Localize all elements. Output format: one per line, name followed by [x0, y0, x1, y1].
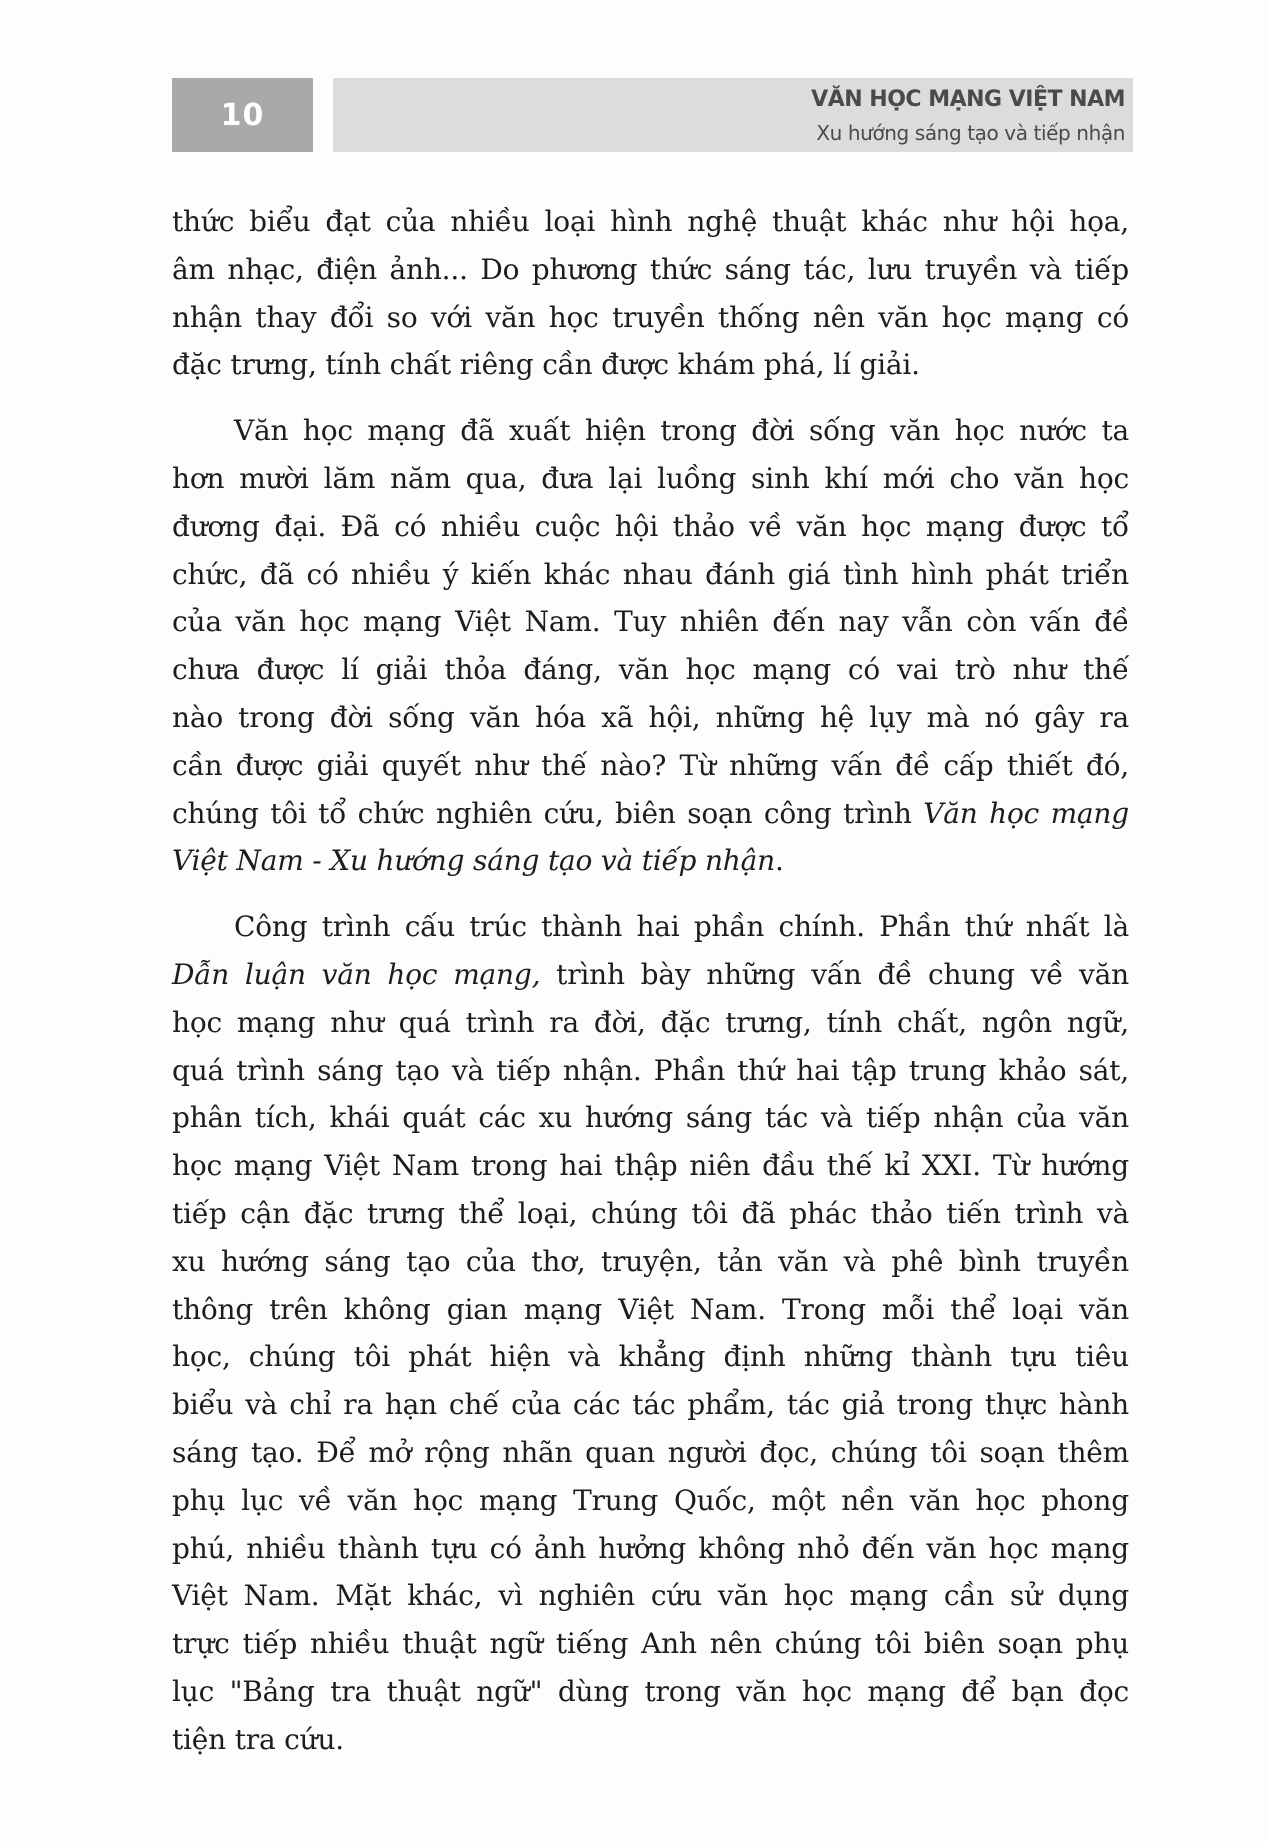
section-title-italic: Dẫn luận văn học mạng, [172, 957, 541, 991]
text-line: học mạng như quá trình ra đời, đặc trưng, tính chất, ngôn ngữ, [172, 1005, 1129, 1039]
book-title: VĂN HỌC MẠNG VIỆT NAM [811, 87, 1125, 112]
text-line: trực tiếp nhiều thuật ngữ tiếng Anh nên chúng tôi biên soạn phụ [172, 1627, 1129, 1661]
text-line: đặc trưng, tính chất riêng cần được khám phá, lí giải. [172, 348, 920, 382]
text-line: nhận thay đổi so với văn học truyền thống nên văn học mạng có [172, 300, 1129, 334]
text-line: phụ lục về văn học mạng Trung Quốc, một nền văn học phong [172, 1483, 1129, 1517]
text-span: chúng tôi tổ chức nghiên cứu, biên soạn công trình [172, 796, 924, 830]
text-line: đương đại. Đã có nhiều cuộc hội thảo về văn học mạng được tổ [172, 509, 1129, 543]
text-line: thông trên không gian mạng Việt Nam. Trong mỗi thể loại văn [172, 1292, 1129, 1326]
text-span: trình bày những vấn đề chung về văn [540, 957, 1129, 991]
text-line [172, 837, 1129, 885]
text-line: quá trình sáng tạo và tiếp nhận. Phần thứ hai tập trung khảo sát, [172, 1053, 1129, 1087]
text-line: chức, đã có nhiều ý kiến khác nhau đánh giá tình hình phát triển [172, 557, 1129, 591]
text-line: biểu và chỉ ra hạn chế của các tác phẩm, tác giả trong thực hành [172, 1388, 1129, 1422]
text-line [172, 790, 1129, 838]
page-number-box [172, 78, 313, 152]
text-line: học mạng Việt Nam trong hai thập niên đầu thế kỉ XXI. Từ hướng [172, 1149, 1129, 1183]
text-line [172, 951, 1129, 999]
text-line: phú, nhiều thành tựu có ảnh hưởng không nhỏ đến văn học mạng [172, 1531, 1129, 1565]
text-line: chưa được lí giải thỏa đáng, văn học mạng có vai trò như thế [172, 653, 1129, 687]
text-line: tiện tra cứu. [172, 1722, 344, 1756]
text-line: nào trong đời sống văn hóa xã hội, những hệ lụy mà nó gây ra [172, 700, 1129, 734]
work-title-italic: Việt Nam - Xu hướng sáng tạo và tiếp nhận [172, 844, 775, 878]
book-subtitle: Xu hướng sáng tạo và tiếp nhận [816, 121, 1125, 145]
text-line: cần được giải quyết như thế nào? Từ những vấn đề cấp thiết đó, [172, 748, 1129, 782]
text-line: âm nhạc, điện ảnh... Do phương thức sáng tác, lưu truyền và tiếp [172, 252, 1129, 286]
running-header [333, 78, 1133, 152]
work-title-italic: Văn học mạng [923, 796, 1129, 830]
text-line: tiếp cận đặc trưng thể loại, chúng tôi đã phác thảo tiến trình và [172, 1196, 1129, 1230]
text-line: Văn học mạng đã xuất hiện trong đời sống văn học nước ta [234, 414, 1129, 448]
text-line: Công trình cấu trúc thành hai phần chính. Phần thứ nhất là [234, 910, 1129, 944]
paragraph-2 [172, 407, 1129, 885]
page-number: 10 [220, 97, 265, 133]
body-text [172, 198, 1129, 1764]
text-line: lục "Bảng tra thuật ngữ" dùng trong văn học mạng để bạn đọc [172, 1674, 1129, 1708]
text-line: hơn mười lăm năm qua, đưa lại luồng sinh khí mới cho văn học [172, 461, 1129, 495]
text-line: phân tích, khái quát các xu hướng sáng tác và tiếp nhận của văn [172, 1101, 1129, 1135]
text-line: Việt Nam. Mặt khác, vì nghiên cứu văn học mạng cần sử dụng [172, 1579, 1129, 1613]
text-line: xu hướng sáng tạo của thơ, truyện, tản văn và phê bình truyền [172, 1244, 1129, 1278]
text-line: của văn học mạng Việt Nam. Tuy nhiên đến nay vẫn còn vấn đề [172, 605, 1129, 639]
text-line: thức biểu đạt của nhiều loại hình nghệ thuật khác như hội họa, [172, 205, 1129, 238]
text-span: . [774, 844, 784, 878]
text-line: sáng tạo. Để mở rộng nhãn quan người đọc, chúng tôi soạn thêm [172, 1435, 1129, 1469]
paragraph-3 [172, 903, 1129, 1763]
paragraph-1 [172, 198, 1129, 389]
text-line: học, chúng tôi phát hiện và khẳng định những thành tựu tiêu [172, 1340, 1129, 1374]
